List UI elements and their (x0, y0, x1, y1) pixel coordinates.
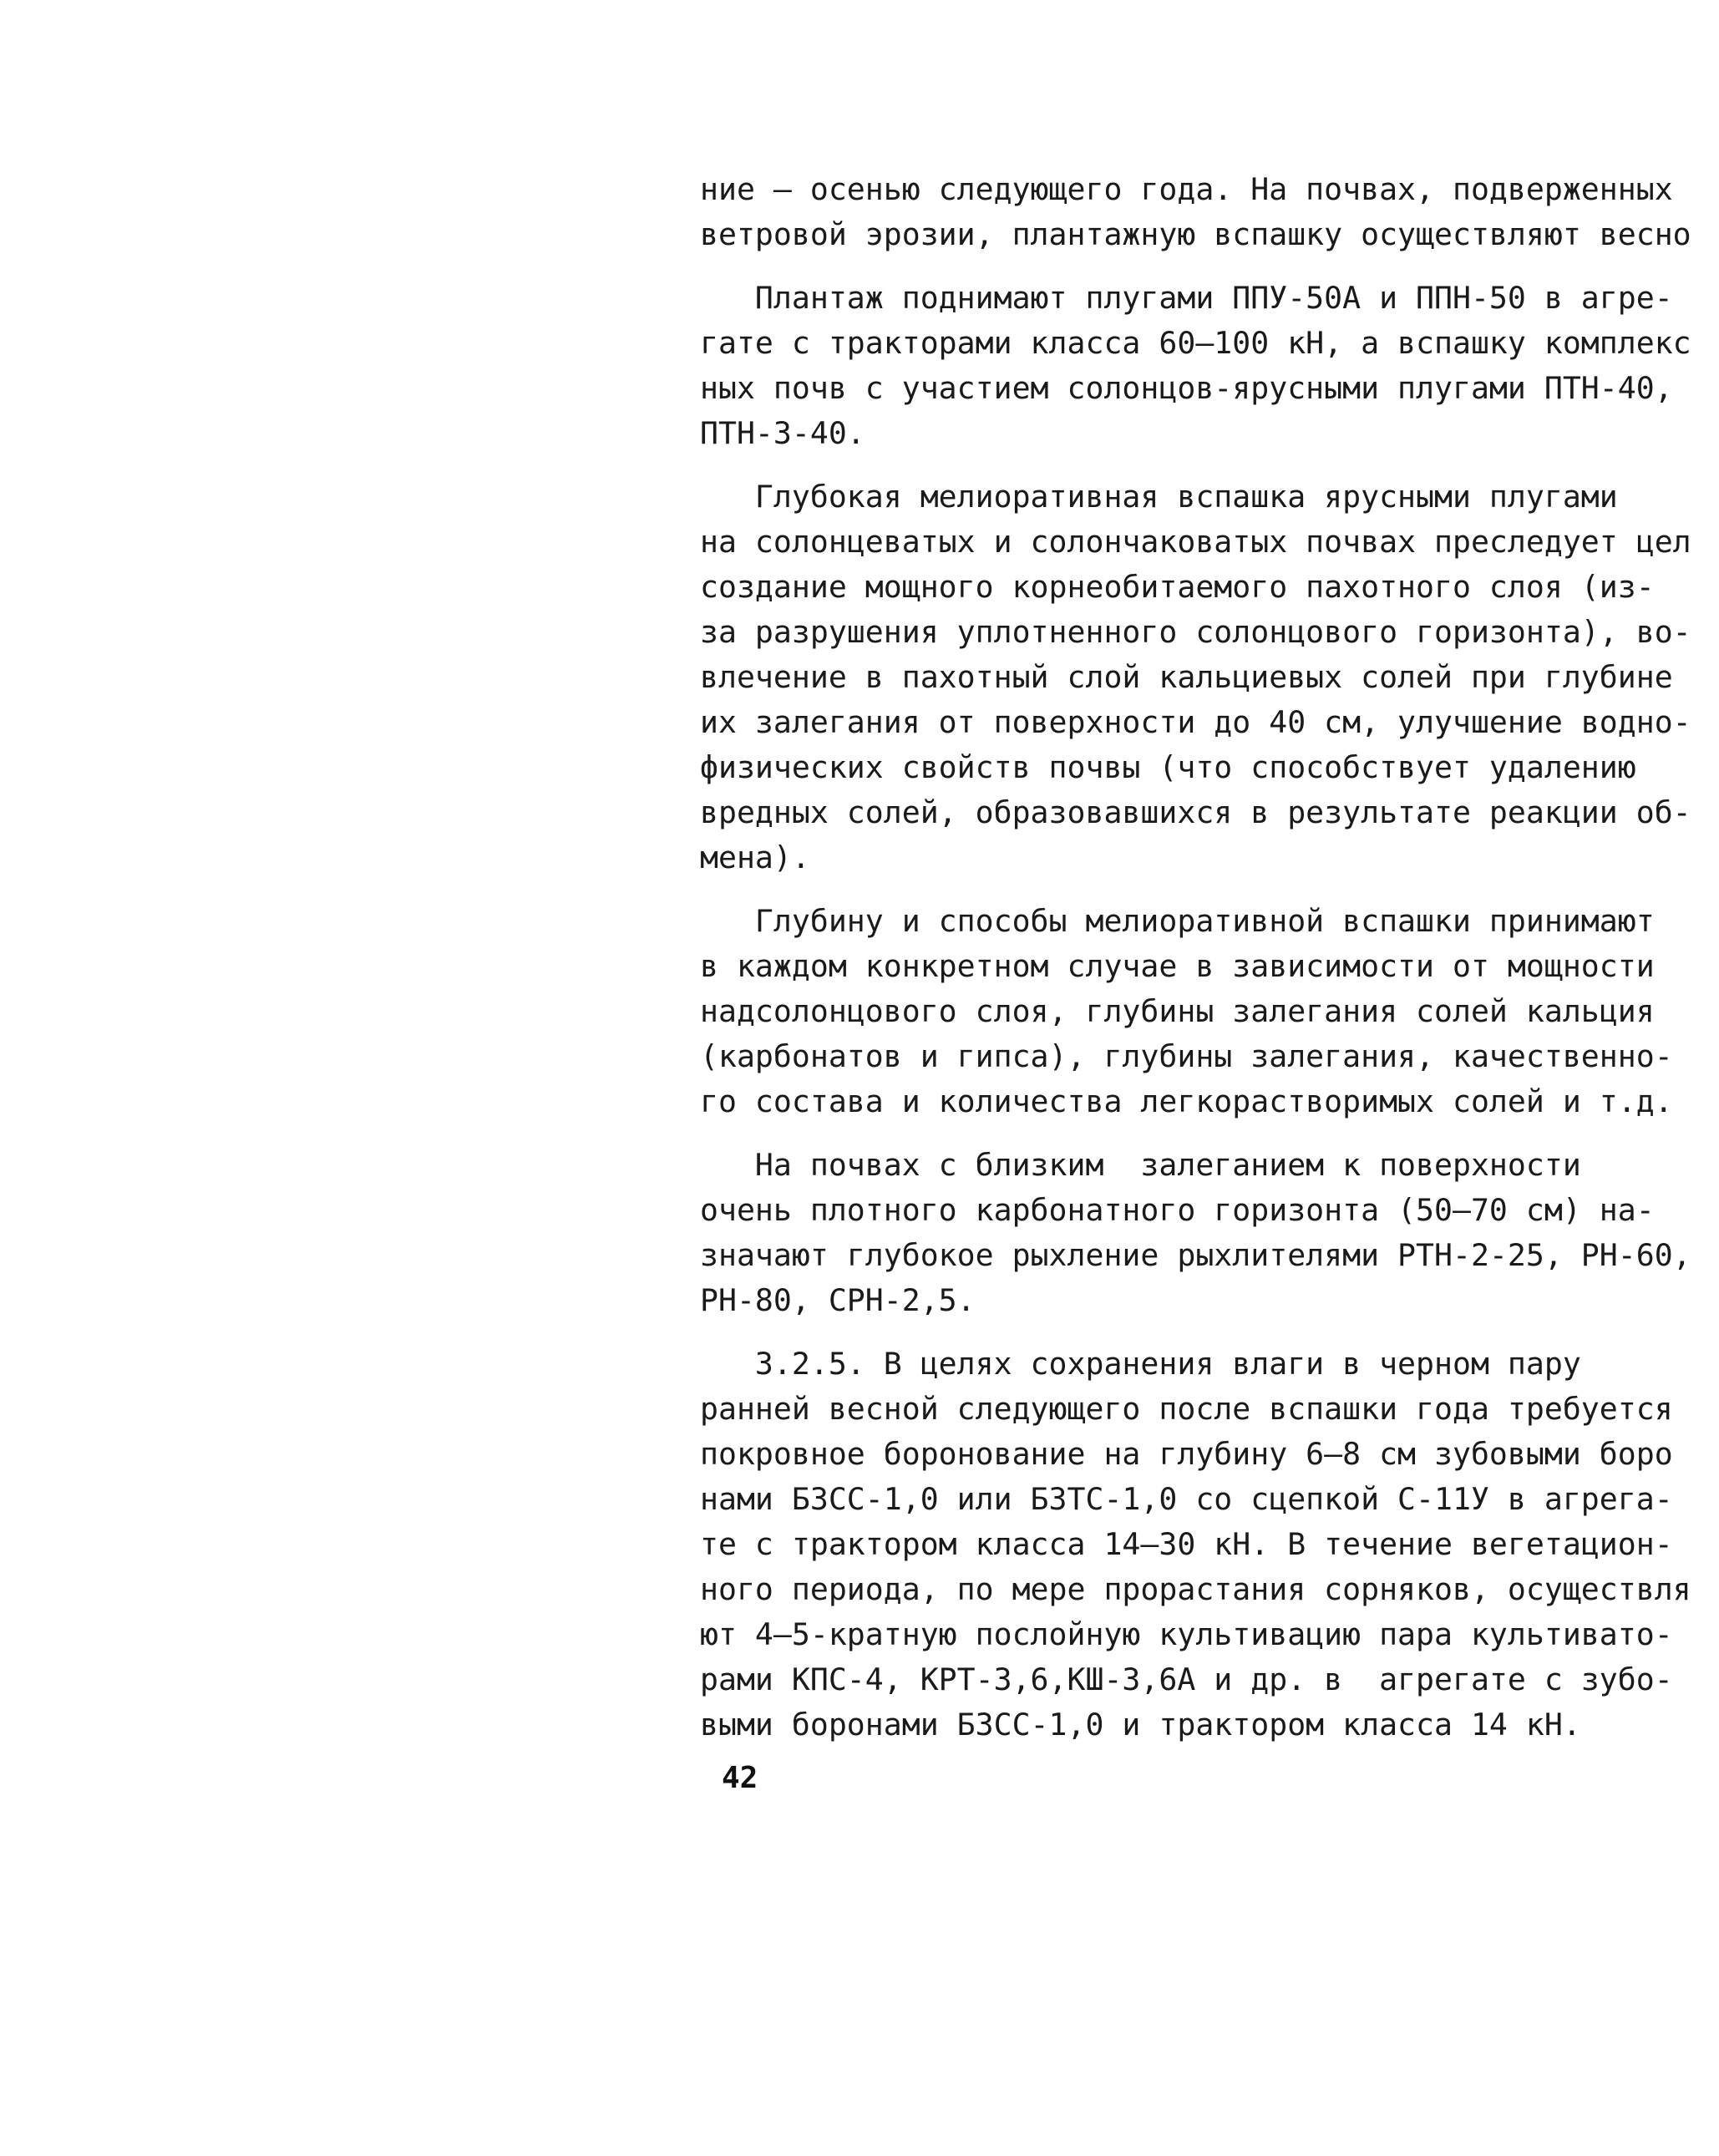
text-line: на солонцеватых и солончаковатых почвах преследует цел (700, 524, 1691, 560)
text-line: ветровой эрозии, плантажную вспашку осуществляют весно (700, 216, 1691, 252)
text-line: значают глубокое рыхление рыхлителями РТН-2-25, РН-60, (700, 1237, 1691, 1273)
body-text (700, 167, 1691, 1766)
text-line: очень плотного карбонатного горизонта (50–70 см) на- (700, 1192, 1655, 1228)
text-line: влечение в пахотный слой кальциевых солей при глубине (700, 659, 1673, 695)
text-line: Плантаж поднимают плугами ППУ-50А и ППН-50 в агре- (700, 280, 1673, 316)
text-line: нами БЗСС-1,0 или БЗТС-1,0 со сцепкой С-11У в агрега- (700, 1481, 1673, 1517)
text-line: (карбонатов и гипса), глубины залегания, качественно- (700, 1038, 1673, 1074)
paragraph-5 (700, 1143, 1691, 1323)
text-line: ние – осенью следующего года. На почвах, подверженных (700, 171, 1673, 207)
paragraph-1 (700, 167, 1691, 257)
text-line: выми боронами БЗСС-1,0 и трактором класса 14 кН. (700, 1707, 1581, 1743)
page-number: 42 (722, 1761, 758, 1795)
text-line: На почвах с близким залеганием к поверхности (700, 1147, 1581, 1183)
paragraph-3 (700, 474, 1691, 880)
text-line: рами КПС-4, КРТ-3,6,КШ-3,6А и др. в агрегате с зубо- (700, 1661, 1673, 1697)
text-line: ного периода, по мере прорастания сорняков, осуществля (700, 1571, 1691, 1607)
text-line: те с трактором класса 14–30 кН. В течение вегетацион- (700, 1526, 1673, 1562)
text-line: их залегания от поверхности до 40 см, улучшение водно- (700, 704, 1691, 740)
text-line: в каждом конкретном случае в зависимости от мощности (700, 948, 1655, 984)
text-line: 3.2.5. В целях сохранения влаги в черном пару (700, 1346, 1581, 1382)
text-line: создание мощного корнеобитаемого пахотного слоя (из- (700, 569, 1655, 605)
text-line: ПТН-3-40. (700, 415, 865, 451)
text-line: надсолонцового слоя, глубины залегания солей кальция (700, 993, 1655, 1029)
paragraph-6 (700, 1342, 1691, 1748)
text-line: физических свойств почвы (что способствует удалению (700, 749, 1636, 785)
paragraph-4 (700, 899, 1687, 1124)
text-line: гате с тракторами класса 60–100 кН, а вспашку комплекс (700, 325, 1691, 361)
text-line: ных почв с участием солонцов-ярусными плугами ПТН-40, (700, 370, 1673, 406)
text-line: вредных солей, образовавшихся в результате реакции об- (700, 794, 1691, 830)
text-line: мена). (700, 840, 810, 875)
text-line: за разрушения уплотненного солонцового горизонта), во- (700, 614, 1691, 650)
text-line: покровное боронование на глубину 6–8 см зубовыми боро (700, 1436, 1673, 1472)
text-line: ранней весной следующего после вспашки года требуется (700, 1391, 1673, 1427)
text-line: го состава и количества легкорастворимых солей и т.д. (700, 1083, 1673, 1119)
text-line: РН-80, СРН-2,5. (700, 1282, 976, 1318)
paragraph-2 (700, 276, 1691, 456)
text-line: ют 4–5-кратную послойную культивацию пара культивато- (700, 1616, 1673, 1652)
text-line: Глубокая мелиоративная вспашка ярусными плугами (700, 479, 1618, 515)
text-line: Глубину и способы мелиоративной вспашки принимают (700, 903, 1655, 939)
